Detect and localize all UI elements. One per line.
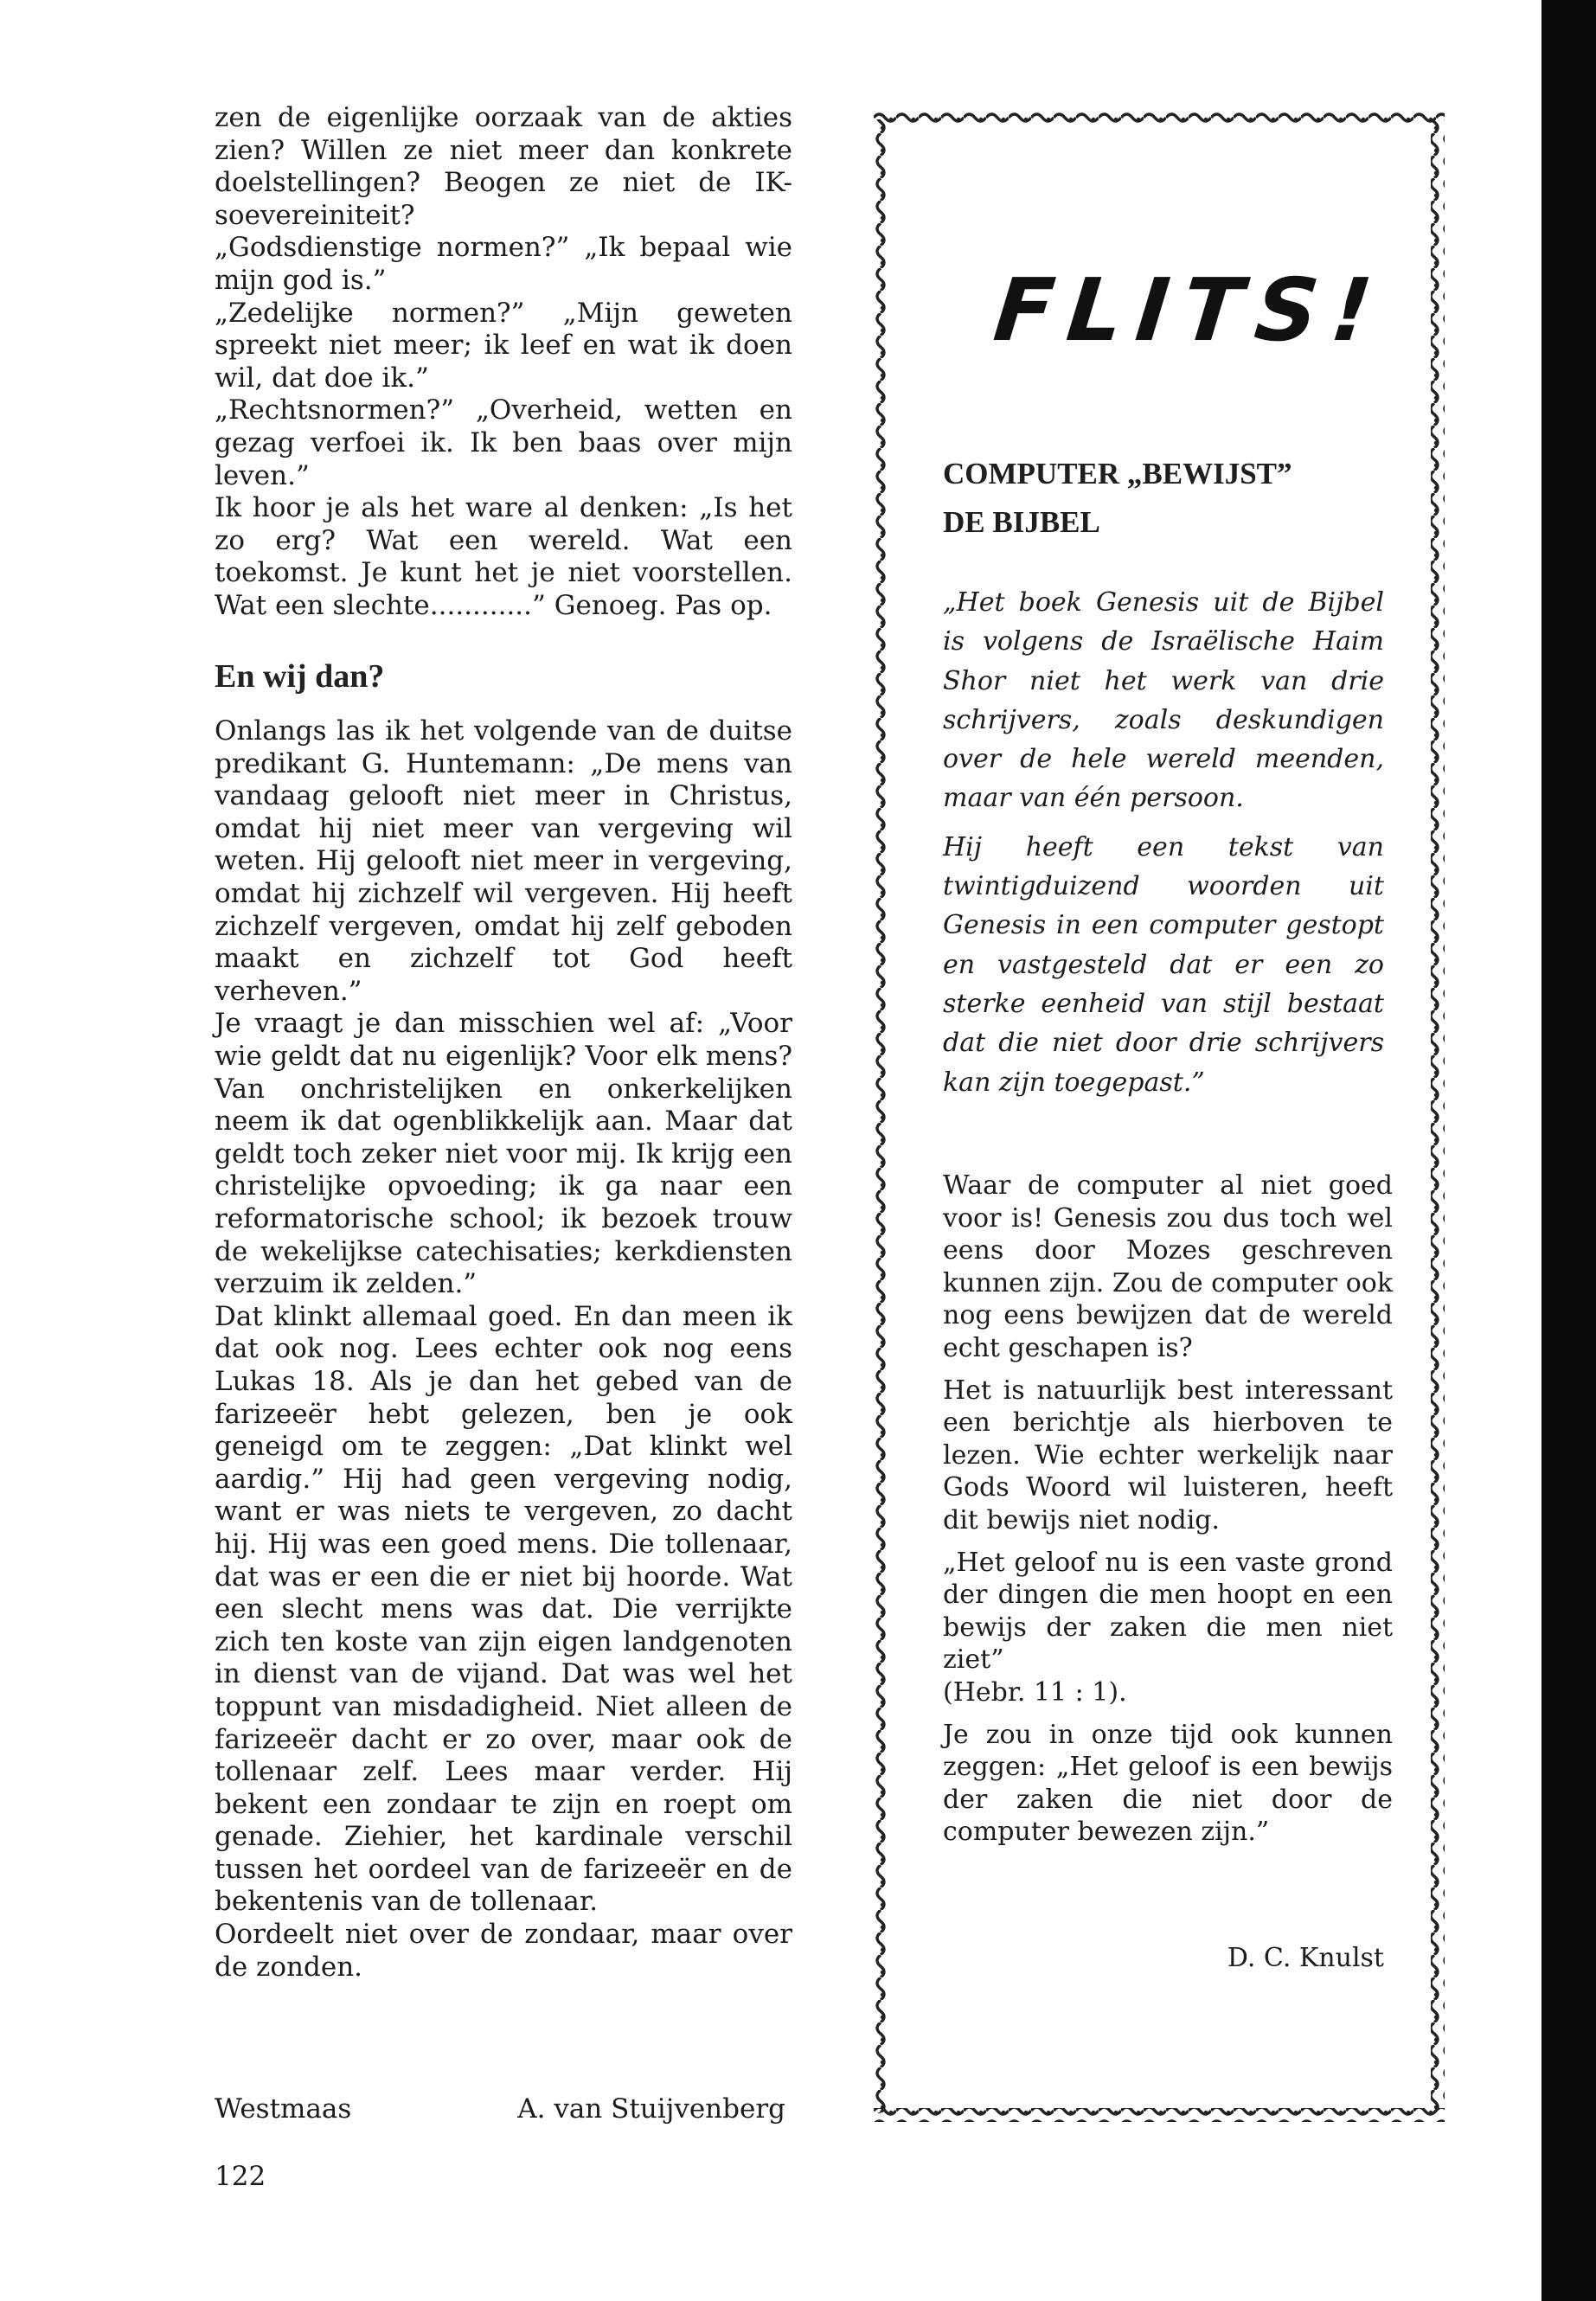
paragraph: Je zou in onze tijd ook kunnen zeggen: „Het geloof is een bewijs der zaken die niet door de computer bewezen zijn.” xyxy=(943,1719,1393,1848)
flits-headline: FLITS! xyxy=(989,260,1391,361)
byline-author: A. van Stuijvenberg xyxy=(517,2093,785,2125)
quoted-news xyxy=(943,583,1384,1112)
paragraph: Je vraagt je dan misschien wel af: „Voor wie geldt dat nu eigenlijk? Voor elk mens? Van onchristelijken en onkerkelijken neem ik dat ogenblikkelijk aan. Maar dat geldt toch zeker niet voor mij. Ik krijg een christelijke opvoeding; ik ga naar een reformatorische school; ik bezoek trouw de wekelijkse catechisaties; kerkdiensten verzuim ik zelden.” xyxy=(215,1008,792,1300)
paragraph: Ik hoor je als het ware al denken: „Is het zo erg? Wat een wereld. Wat een toekomst. Je kunt het je niet voorstellen. Wat een slechte............” Genoeg. Pas op. xyxy=(215,492,792,621)
paragraph: Onlangs las ik het volgende van de duitse predikant G. Huntemann: „De mens van vandaag gelooft niet meer in Christus, omdat hij niet meer van vergeving wil weten. Hij gelooft niet meer in vergeving, omdat hij zichzelf wil vergeven. Hij heeft zichzelf vergeven, omdat hij zelf geboden maakt en zichzelf tot God heeft verheven.” xyxy=(215,715,792,1007)
bible-reference: (Hebr. 11 : 1). xyxy=(943,1676,1127,1708)
title-line: DE BIJBEL xyxy=(943,505,1100,539)
paragraph: Het is natuurlijk best interessant een berichtje als hierboven te lezen. Wie echter werkelijk naar Gods Woord wil luisteren, heeft dit bewijs niet nodig. xyxy=(943,1375,1393,1535)
paragraph: Dat klinkt allemaal goed. En dan meen ik dat ook nog. Lees echter ook nog eens Lukas 18. Als je dan het gebed van de farizeeër hebt gelezen, ben je ook geneigd om te zeggen: „Dat klinkt wel aardig.” Hij had geen vergeving nodig, want er was niets te vergeven, zo dacht hij. Hij was een goed mens. Die tollenaar, dat was er een die er niet bij hoorde. Wat een slecht mens was dat. Die verrijkte zich ten koste van zijn eigen landgenoten in dienst van de vijand. Dat was wel het toppunt van misdadigheid. Niet alleen de farizeeër dacht er zo over, maar ook de tollenaar zelf. Lees maar verder. Hij bekent een zondaar te zijn en roept om genade. Ziehier, het kardinale verschil tussen het oordeel van de farizeeër en de bekentenis van de tollenaar. xyxy=(215,1300,792,1918)
left-column xyxy=(215,102,792,1984)
commentary xyxy=(943,1170,1393,1858)
paragraph: „Zedelijke normen?” „Mijn geweten spreekt niet meer; ik leef en wat ik doen wil, dat doe ik.” xyxy=(215,297,792,394)
title-line: COMPUTER „BEWIJST” xyxy=(943,457,1292,490)
paragraph: zen de eigenlijke oorzaak van de akties zien? Willen ze niet meer dan konkrete doelstellingen? Beogen ze niet de IK-soevereiniteit? xyxy=(215,102,792,231)
signature: D. C. Knulst xyxy=(1227,1943,1384,1973)
paragraph: „Godsdienstige normen?” „Ik bepaal wie mijn god is.” xyxy=(215,232,792,296)
quote-paragraph: „Het boek Genesis uit de Bijbel is volgens de Israëlische Haim Shor niet het werk van drie schrijvers, zoals deskundigen over de hele wereld meenden, maar van één persoon. xyxy=(943,587,1384,814)
section-heading: En wij dan? xyxy=(215,657,385,695)
bible-quote: „Het geloof nu is een vaste grond der dingen die men hoopt en een bewijs der zaken die men niet ziet” xyxy=(943,1547,1393,1676)
scan-edge xyxy=(1542,0,1596,2301)
byline-place: Westmaas xyxy=(215,2093,352,2125)
sidebar-box xyxy=(874,111,1445,2122)
byline xyxy=(215,2093,785,2125)
paragraph: „Rechtsnormen?” „Overheid, wetten en gezag verfoei ik. Ik ben baas over mijn leven.” xyxy=(215,394,792,491)
paragraph: Waar de computer al niet goed voor is! Genesis zou dus toch wel eens door Mozes geschreven kunnen zijn. Zou de computer ook nog eens bewijzen dat de wereld echt geschapen is? xyxy=(943,1170,1393,1363)
quote-paragraph: Hij heeft een tekst van twintigduizend woorden uit Genesis in een computer gestopt en vastgesteld dat er een zo sterke eenheid van stijl bestaat dat die niet door drie schrijvers kan zijn toegepast.” xyxy=(943,831,1384,1098)
page-number: 122 xyxy=(215,2161,266,2192)
paragraph: Oordeelt niet over de zondaar, maar over de zonden. xyxy=(215,1919,792,1983)
article-title xyxy=(943,450,1393,547)
